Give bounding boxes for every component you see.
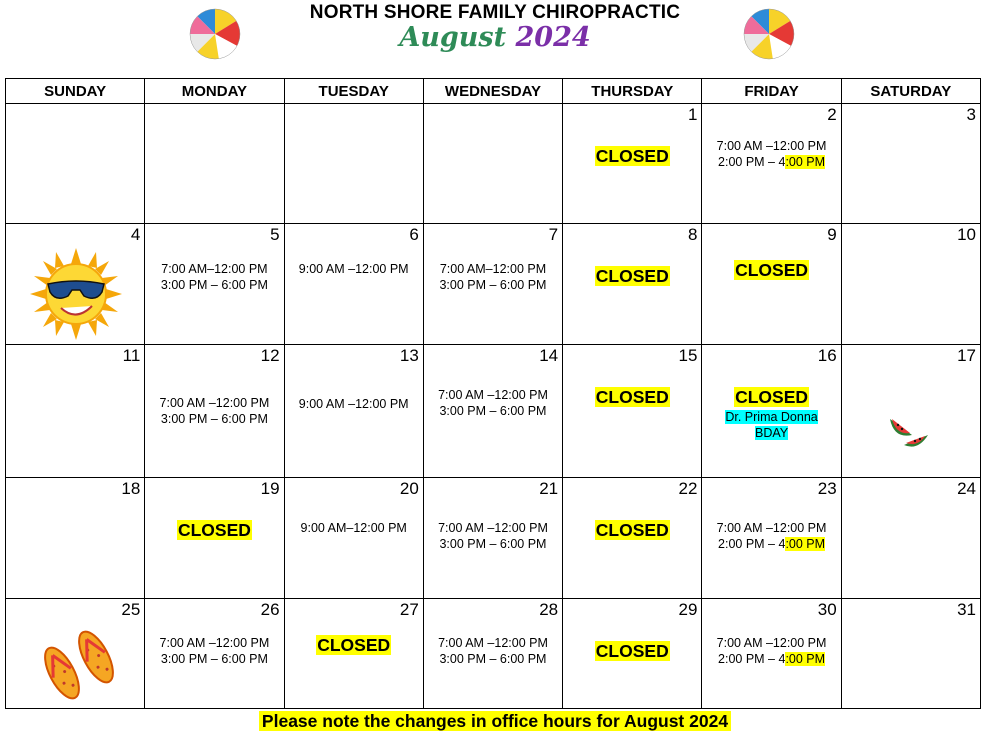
closed-text: CLOSED (317, 635, 391, 655)
beach-ball-icon (743, 8, 795, 60)
hours-morning: 7:00 AM –12:00 PM (716, 636, 827, 650)
day-cell-15 (563, 345, 702, 478)
hours-morning: 7:00 AM–12:00 PM (161, 262, 268, 276)
month-title (0, 22, 990, 53)
day-cell-23 (702, 478, 841, 599)
day-cell-31 (841, 599, 980, 709)
week-row (6, 478, 981, 599)
day-cell-9 (702, 224, 841, 345)
office-hours (145, 395, 283, 427)
birthday-note (702, 409, 840, 441)
day-cell-26 (145, 599, 284, 709)
closed-text: CLOSED (735, 260, 809, 280)
week-row (6, 104, 981, 224)
weekday-sunday: SUNDAY (6, 79, 145, 104)
hours-afternoon-start: 2:00 PM – 4 (718, 155, 786, 169)
hours-morning: 7:00 AM –12:00 PM (159, 636, 270, 650)
closed-label (563, 146, 701, 167)
day-number: 7 (548, 225, 559, 244)
office-hours (145, 261, 283, 293)
day-cell-21 (423, 478, 562, 599)
weekday-wednesday: WEDNESDAY (423, 79, 562, 104)
office-hours (424, 261, 562, 293)
closed-label (285, 635, 423, 656)
day-cell-24 (841, 478, 980, 599)
day-number: 19 (260, 479, 280, 498)
day-cell-30 (702, 599, 841, 709)
day-number: 26 (260, 600, 280, 619)
calendar-header (0, 0, 990, 78)
day-cell-11 (6, 345, 145, 478)
closed-text: CLOSED (595, 266, 669, 286)
closed-label (702, 387, 840, 408)
day-cell-22 (563, 478, 702, 599)
weekday-tuesday: TUESDAY (284, 79, 423, 104)
day-number: 18 (121, 479, 141, 498)
hours-afternoon-start: 2:00 PM – 4 (718, 652, 786, 666)
hours-afternoon-changed: :00 PM (785, 155, 826, 169)
closed-label (563, 641, 701, 662)
weekday-monday: MONDAY (145, 79, 284, 104)
office-hours (702, 520, 840, 552)
day-cell-12 (145, 345, 284, 478)
day-number: 12 (260, 346, 280, 365)
day-number: 17 (957, 346, 976, 365)
day-cell-1 (563, 104, 702, 224)
hours-morning: 7:00 AM–12:00 PM (439, 262, 547, 276)
day-number: 1 (687, 105, 698, 124)
day-cell-8 (563, 224, 702, 345)
hours-afternoon (702, 154, 840, 170)
office-hours (285, 520, 423, 536)
hours-morning: 9:00 AM –12:00 PM (298, 397, 409, 411)
hours-morning: 9:00 AM –12:00 PM (298, 262, 409, 276)
office-hours (702, 138, 840, 170)
day-number: 25 (121, 600, 141, 619)
hours-afternoon-changed: :00 PM (785, 652, 826, 666)
closed-text: CLOSED (595, 146, 669, 166)
day-cell-29 (563, 599, 702, 709)
empty-day-cell (6, 104, 145, 224)
day-number: 8 (687, 225, 698, 244)
day-number: 13 (399, 346, 419, 365)
weekday-thursday: THURSDAY (563, 79, 702, 104)
week-row (6, 345, 981, 478)
hours-afternoon: 3:00 PM – 6:00 PM (160, 652, 268, 666)
hours-morning: 7:00 AM –12:00 PM (438, 388, 548, 402)
day-number: 28 (539, 600, 559, 619)
week-row (6, 224, 981, 345)
office-hours (424, 635, 562, 667)
day-number: 5 (270, 225, 280, 244)
closed-label (702, 260, 840, 281)
day-number: 31 (957, 600, 976, 619)
day-number: 14 (539, 346, 559, 365)
closed-text: CLOSED (735, 387, 809, 407)
day-cell-19 (145, 478, 284, 599)
day-number: 4 (130, 225, 141, 244)
day-number: 11 (122, 346, 141, 365)
closed-text: CLOSED (177, 520, 251, 540)
day-cell-28 (423, 599, 562, 709)
footer-text: Please note the changes in office hours for August 2024 (259, 711, 731, 731)
day-cell-7 (423, 224, 562, 345)
day-cell-13 (284, 345, 423, 478)
sun-sunglasses-icon (28, 246, 124, 342)
closed-text: CLOSED (595, 641, 669, 661)
hours-morning: 7:00 AM –12:00 PM (716, 139, 827, 153)
day-cell-3 (841, 104, 980, 224)
day-cell-6 (284, 224, 423, 345)
day-number: 6 (409, 225, 419, 244)
empty-day-cell (423, 104, 562, 224)
day-cell-25 (6, 599, 145, 709)
week-row (6, 599, 981, 709)
hours-afternoon: 3:00 PM – 6:00 PM (439, 278, 547, 292)
empty-day-cell (284, 104, 423, 224)
day-number: 20 (399, 479, 419, 498)
closed-label (563, 520, 701, 541)
day-number: 27 (399, 600, 419, 619)
closed-label (145, 520, 283, 541)
hours-afternoon: 3:00 PM – 6:00 PM (439, 537, 547, 551)
day-number: 22 (678, 479, 698, 498)
year: 2024 (515, 22, 591, 53)
month-name: August (399, 22, 507, 53)
day-cell-16 (702, 345, 841, 478)
weekday-saturday: SATURDAY (841, 79, 980, 104)
day-cell-10 (841, 224, 980, 345)
day-cell-2 (702, 104, 841, 224)
hours-morning: 7:00 AM –12:00 PM (438, 521, 548, 535)
hours-afternoon: 3:00 PM – 6:00 PM (160, 278, 268, 292)
hours-afternoon: 3:00 PM – 6:00 PM (439, 652, 547, 666)
day-cell-14 (423, 345, 562, 478)
watermelon-icon (888, 409, 930, 449)
hours-afternoon-changed: :00 PM (785, 537, 826, 551)
flip-flops-icon (40, 625, 122, 705)
day-cell-17 (841, 345, 980, 478)
birthday-name: Dr. Prima Donna (725, 410, 818, 424)
office-hours (285, 396, 423, 412)
day-number: 24 (957, 479, 976, 498)
day-number: 23 (817, 479, 837, 498)
day-number: 2 (827, 105, 837, 124)
hours-afternoon (702, 536, 840, 552)
footer-notice (0, 711, 990, 732)
day-number: 10 (957, 225, 976, 244)
day-number: 29 (678, 600, 698, 619)
day-number: 3 (966, 105, 976, 124)
day-number: 16 (817, 346, 837, 365)
day-number: 30 (817, 600, 837, 619)
empty-day-cell (145, 104, 284, 224)
closed-text: CLOSED (595, 387, 669, 407)
office-hours (424, 520, 562, 552)
office-hours (285, 261, 423, 277)
birthday-label: BDAY (754, 426, 789, 440)
closed-text: CLOSED (595, 520, 669, 540)
hours-afternoon-start: 2:00 PM – 4 (718, 537, 786, 551)
day-cell-4 (6, 224, 145, 345)
day-number: 9 (827, 225, 837, 244)
hours-morning: 7:00 AM –12:00 PM (716, 521, 827, 535)
practice-name: NORTH SHORE FAMILY CHIROPRACTIC (309, 2, 681, 23)
hours-morning: 7:00 AM –12:00 PM (159, 396, 270, 410)
day-number: 15 (678, 346, 698, 365)
hours-afternoon: 3:00 PM – 6:00 PM (439, 404, 547, 418)
office-hours (702, 635, 840, 667)
weekday-header-row (6, 79, 981, 104)
hours-afternoon: 3:00 PM – 6:00 PM (160, 412, 268, 426)
calendar-grid (5, 78, 981, 709)
hours-morning: 9:00 AM–12:00 PM (300, 521, 407, 535)
day-number: 21 (539, 479, 559, 498)
closed-label (563, 266, 701, 287)
day-cell-5 (145, 224, 284, 345)
weekday-friday: FRIDAY (702, 79, 841, 104)
day-cell-18 (6, 478, 145, 599)
hours-afternoon (702, 651, 840, 667)
office-hours (145, 635, 283, 667)
office-hours (424, 387, 562, 419)
closed-label (563, 387, 701, 408)
day-cell-27 (284, 599, 423, 709)
hours-morning: 7:00 AM –12:00 PM (438, 636, 548, 650)
day-cell-20 (284, 478, 423, 599)
